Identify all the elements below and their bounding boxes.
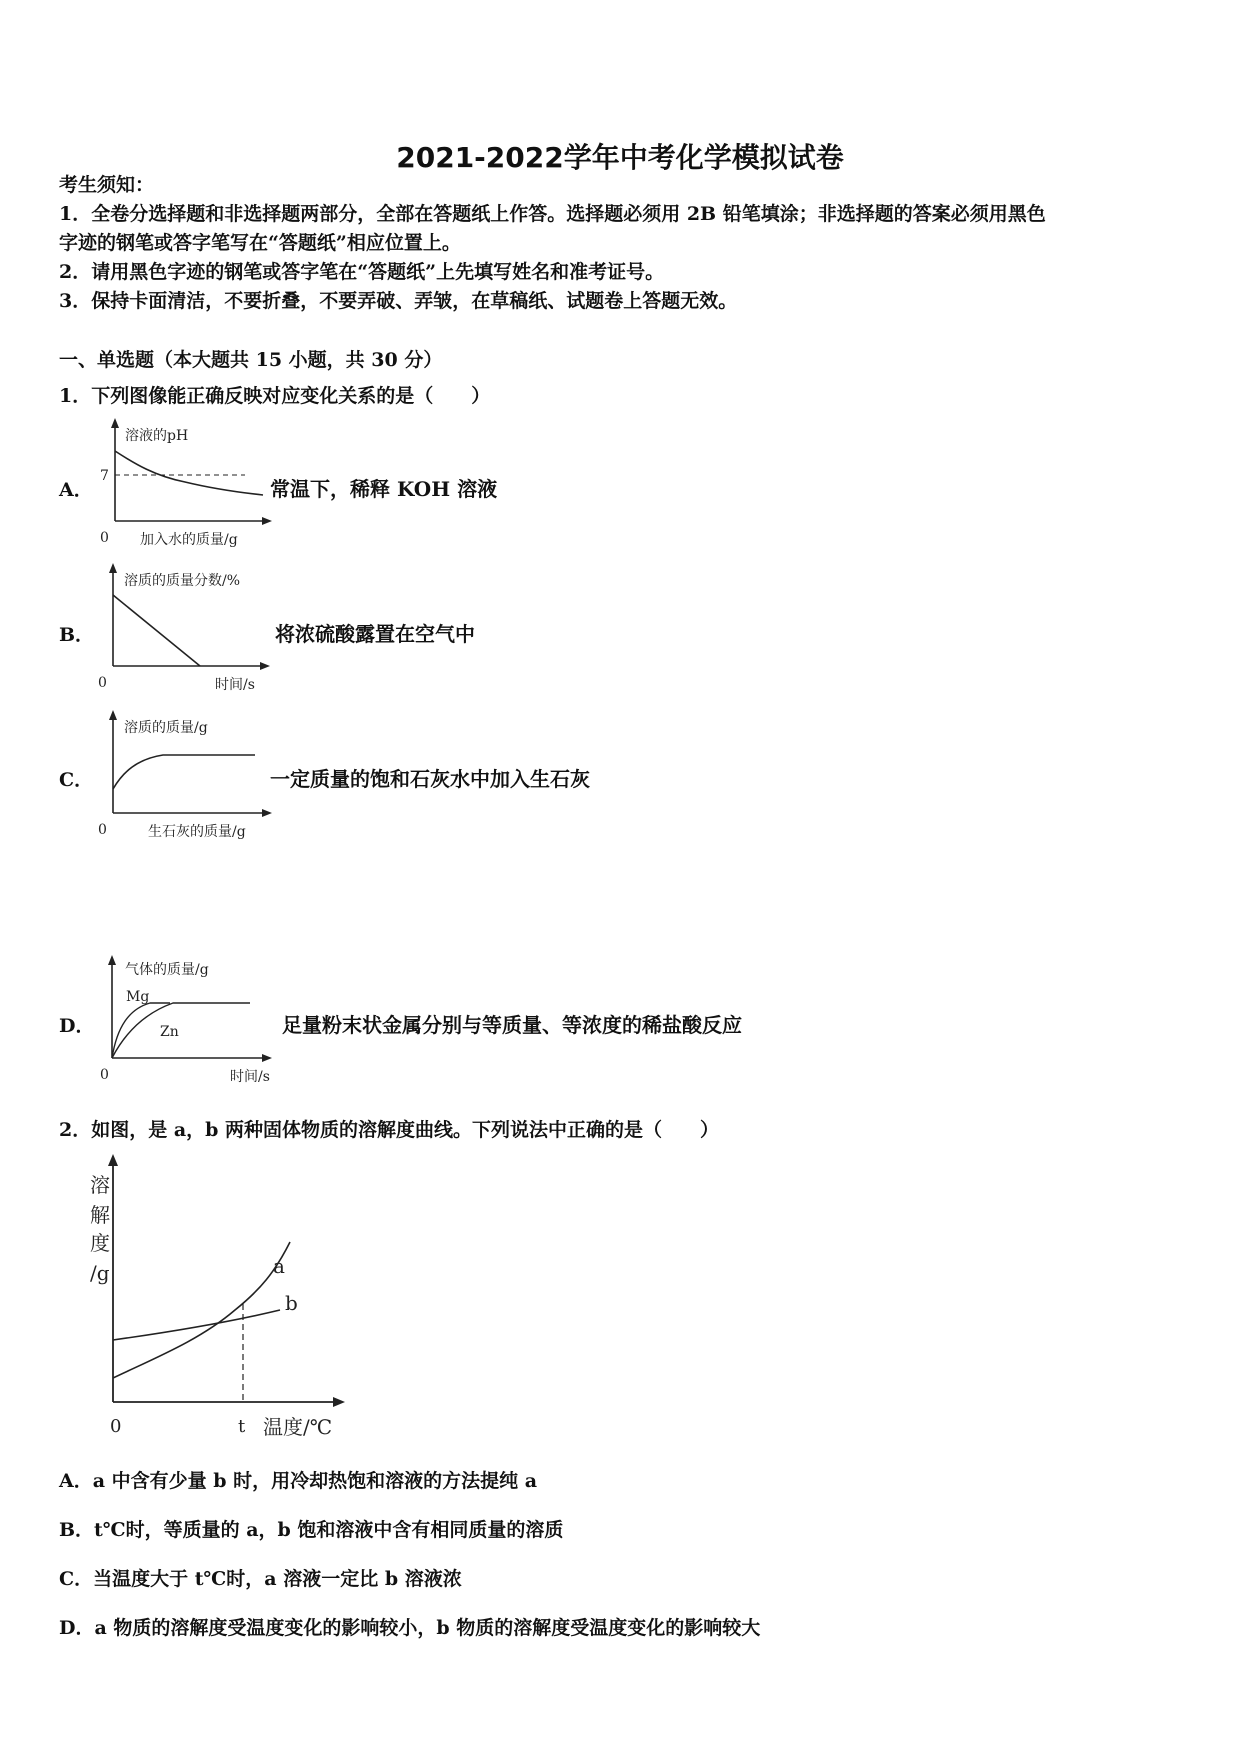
q1-option-d-letter: D． <box>59 1015 95 1037</box>
q1-option-b-graph <box>95 563 275 693</box>
notice-item-3: 3．保持卡面清洁，不要折叠，不要弄破、弄皱，在草稿纸、试题卷上答题无效。 <box>59 290 738 312</box>
q1-option-c-graph <box>95 710 275 840</box>
q2-y-axis-label-char-3: 度 <box>90 1231 110 1255</box>
q1-option-a-text: 常温下，稀释 KOH 溶液 <box>270 477 498 501</box>
q1-d-y-axis-label: 气体的质量/g <box>125 962 209 978</box>
q1-b-y-axis-label: 溶质的质量分数/% <box>124 573 241 589</box>
q1-d-x-axis-label: 时间/s <box>230 1069 270 1085</box>
notice-item-2: 2．请用黑色字迹的钢笔或答字笔在“答题纸”上先填写姓名和准考证号。 <box>59 261 665 283</box>
q2-stem: 2．如图，是 a，b 两种固体物质的溶解度曲线。下列说法中正确的是（ ） <box>59 1119 720 1141</box>
q1-option-a-letter: A． <box>59 479 93 501</box>
notice-heading: 考生须知： <box>59 174 155 196</box>
notice-item-1-line-1: 1．全卷分选择题和非选择题两部分，全部在答题纸上作答。选择题必须用 2B 铅笔填涂；非选择题的答案必须用黑色 <box>59 203 1046 225</box>
q1-c-x-axis-label: 生石灰的质量/g <box>148 824 246 840</box>
q2-curve-b-label: b <box>285 1291 298 1315</box>
q2-y-axis-label-char-4: /g <box>90 1261 110 1285</box>
section-heading: 一、单选题（本大题共 15 小题，共 30 分） <box>59 349 443 371</box>
q1-a-x-axis-label: 加入水的质量/g <box>140 532 238 548</box>
q2-option-d: D．a 物质的溶解度受温度变化的影响较小，b 物质的溶解度受温度变化的影响较大 <box>59 1617 761 1639</box>
q2-option-a: A．a 中含有少量 b 时，用冷却热饱和溶液的方法提纯 a <box>59 1470 538 1492</box>
q2-x-axis-label: 温度/℃ <box>263 1415 333 1439</box>
q1-d-curve-mg-label: Mg <box>126 989 150 1005</box>
q1-a-origin-label: 0 <box>100 530 109 546</box>
q1-a-y-axis-label: 溶液的pH <box>125 428 189 444</box>
q2-y-axis-label-char-2: 解 <box>90 1203 110 1227</box>
q1-c-origin-label: 0 <box>98 822 107 838</box>
notice-item-1-line-2: 字迹的钢笔或答字笔写在“答题纸”相应位置上。 <box>59 232 461 254</box>
page-title: 2021-2022学年中考化学模拟试卷 <box>396 141 844 174</box>
q1-option-c-text: 一定质量的饱和石灰水中加入生石灰 <box>270 767 590 791</box>
q2-origin-label: 0 <box>110 1416 122 1437</box>
q1-option-b-letter: B． <box>59 624 95 646</box>
q1-stem: 1．下列图像能正确反映对应变化关系的是（ ） <box>59 385 491 407</box>
q2-tick-t-label: t <box>238 1416 246 1437</box>
q2-solubility-graph <box>80 1150 360 1440</box>
q1-option-d-text: 足量粉末状金属分别与等质量、等浓度的稀盐酸反应 <box>282 1013 742 1037</box>
q2-option-b: B．t℃时，等质量的 a，b 饱和溶液中含有相同质量的溶质 <box>59 1519 564 1541</box>
q1-a-y-tick-7: 7 <box>100 468 109 484</box>
q2-option-c: C．当温度大于 t℃时，a 溶液一定比 b 溶液浓 <box>59 1568 462 1590</box>
q2-y-axis-label-char-1: 溶 <box>90 1173 110 1197</box>
q1-b-origin-label: 0 <box>98 675 107 691</box>
q1-option-d-graph <box>95 955 295 1085</box>
q1-d-origin-label: 0 <box>100 1067 109 1083</box>
q1-d-curve-zn-label: Zn <box>160 1024 179 1040</box>
q1-option-c-letter: C． <box>59 769 94 791</box>
q2-curve-a-label: a <box>273 1254 285 1278</box>
q1-option-b-text: 将浓硫酸露置在空气中 <box>275 622 475 646</box>
q1-c-y-axis-label: 溶质的质量/g <box>124 720 208 736</box>
q1-option-a-graph <box>95 418 275 548</box>
q1-b-x-axis-label: 时间/s <box>215 677 255 693</box>
